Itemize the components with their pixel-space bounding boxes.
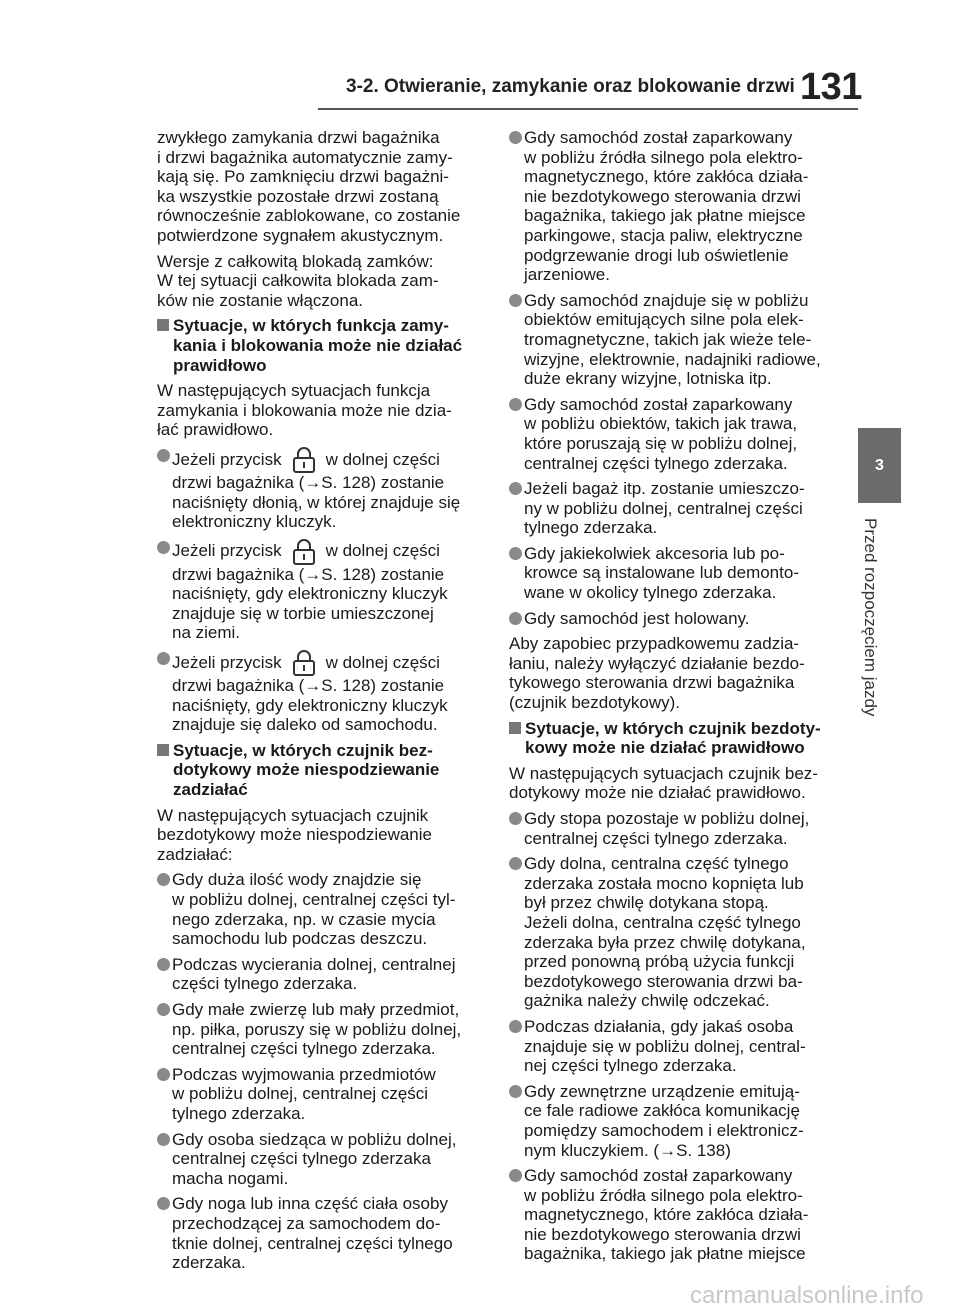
bullet-dot-icon: [157, 1197, 170, 1210]
list-item: Gdy samochód został zaparkowany w pobliżu źródła silnego pola elektro- magnetycznego, które zakłóca działa- nie bezdotykowego sterowania drzwi bagażnika, takiego jak płatne miejsce: [509, 1166, 844, 1264]
bullet-dot-icon: [509, 547, 522, 560]
list-item: Podczas działania, gdy jakaś osoba znajduje się w pobliżu dolnej, central- nej części tylnego zderzaka.: [509, 1017, 844, 1076]
square-bullet-icon: [509, 722, 521, 734]
bullet-dot-icon: [157, 541, 170, 554]
left-paragraph-1: zwykłego zamykania drzwi bagażnika i drzwi bagażnika automatycznie zamy- kają się. Po zamknięciu drzwi bagażni- ka wszystkie pozostałe drzwi zostaną równocześnie zablokowane, co zostanie potwierdzone sygnałem akustycznym.: [157, 128, 461, 245]
bullet-dot-icon: [157, 1003, 170, 1016]
section-title: 3-2. Otwieranie, zamykanie oraz blokowanie drzwi: [346, 76, 795, 97]
header-rule: [318, 108, 858, 110]
bullet-dot-icon: [157, 652, 170, 665]
list-item: Gdy zewnętrzne urządzenie emitują- ce fale radiowe zakłóca komunikację pomiędzy samochodem i elektronicz- nym kluczykiem. (→S. 138): [509, 1082, 844, 1160]
bullet-dot-icon: [509, 1020, 522, 1033]
list-item: Jeżeli przycisk w dolnej części drzwi bagażnika (→S. 128) zostanie naciśnięty dłonią, w której znajduje się elektroniczny kluczyk.: [157, 446, 492, 532]
list-item: Gdy jakiekolwiek akcesoria lub po- krowce są instalowane lub demonto- wane w okolicy tylnego zderzaka.: [509, 544, 844, 603]
bullet-dot-icon: [157, 449, 170, 462]
list-item: Jeżeli bagaż itp. zostanie umieszczo- ny w pobliżu dolnej, centralnej części tylnego zderzaka.: [509, 479, 844, 538]
left-paragraph-4: W następujących sytuacjach czujnik bezdotykowy może niespodziewanie zadziałać:: [157, 805, 432, 864]
lock-icon: [292, 538, 316, 565]
bullet-dot-icon: [157, 958, 170, 971]
bullet-dot-icon: [509, 294, 522, 307]
bullet-dot-icon: [509, 1169, 522, 1182]
lock-icon: [292, 649, 316, 676]
subheading-lock-issues: Sytuacje, w których funkcja zamy- kania i blokowania może nie działać prawidłowo: [157, 316, 492, 375]
bullet-dot-icon: [509, 857, 522, 870]
subheading-sensor-unexpected: Sytuacje, w których czujnik bez- dotykowy może niespodziewanie zadziałać: [157, 741, 492, 800]
left-paragraph-2: Wersje z całkowitą blokadą zamków: W tej sytuacji całkowita blokada zam- ków nie zostanie włączona.: [157, 251, 439, 310]
list-item: Gdy noga lub inna część ciała osoby przechodzącej za samochodem do- tknie dolnej, centralnej części tylnego zderzaka.: [157, 1194, 492, 1272]
bullet-dot-icon: [157, 873, 170, 886]
right-paragraph-2: W następujących sytuacjach czujnik bez- dotykowy może nie działać prawidłowo.: [509, 763, 818, 803]
bullet-dot-icon: [509, 131, 522, 144]
subheading-sensor-malfunction: Sytuacje, w których czujnik bezdoty- kowy może nie działać prawidłowo: [509, 719, 844, 758]
chapter-tab: [858, 428, 901, 503]
chapter-number: 3: [875, 456, 884, 474]
chapter-label: Przed rozpoczęciem jazdy: [861, 518, 880, 717]
bullet-dot-icon: [157, 1133, 170, 1146]
left-paragraph-3: W następujących sytuacjach funkcja zamykania i blokowania może nie dzia- łać prawidłowo.: [157, 381, 452, 440]
bullet-dot-icon: [509, 812, 522, 825]
right-paragraph-1: Aby zapobiec przypadkowemu zadzia- łaniu, należy wyłączyć działanie bezdo- tykowego sterowania drzwi bagażnika (czujnik bezdotykowy).: [509, 634, 805, 713]
list-item: Podczas wycierania dolnej, centralnej części tylnego zderzaka.: [157, 955, 492, 994]
list-item: Podczas wyjmowania przedmiotów w pobliżu dolnej, centralnej części tylnego zderzaka.: [157, 1065, 492, 1124]
bullet-dot-icon: [509, 612, 522, 625]
list-item: Gdy samochód został zaparkowany w pobliżu źródła silnego pola elektro- magnetycznego, które zakłóca działa- nie bezdotykowego sterowania drzwi bagażnika, takiego jak płatne miejsce parkingowe, stacja paliw, elektryczne podgrzewanie drogi lub oświetlenie jarzeniowe.: [509, 128, 844, 285]
left-column: [157, 128, 492, 1279]
lock-icon: [292, 446, 316, 473]
list-item: Gdy duża ilość wody znajdzie się w pobliżu dolnej, centralnej części tyl- nego zderzaka, np. w czasie mycia samochodu lub podczas deszczu.: [157, 870, 492, 948]
bullet-dot-icon: [509, 1085, 522, 1098]
bullet-dot-icon: [509, 482, 522, 495]
list-item: Gdy samochód znajduje się w pobliżu obiektów emitujących silne pola elek- tromagnetyczne, takich jak wieże tele- wizyjne, elektrownie, nadajniki radiowe, duże ekrany wizyjne, lotniska itp.: [509, 291, 844, 389]
list-item: Gdy małe zwierzę lub mały przedmiot, np. piłka, poruszy się w pobliżu dolnej, centralnej części tylnego zderzaka.: [157, 1000, 492, 1059]
bullet-dot-icon: [509, 398, 522, 411]
list-item: Gdy samochód jest holowany.: [509, 609, 844, 629]
list-item: Jeżeli przycisk w dolnej części drzwi bagażnika (→S. 128) zostanie naciśnięty, gdy elektroniczny kluczyk znajduje się daleko od samochodu.: [157, 649, 492, 735]
list-item: Gdy stopa pozostaje w pobliżu dolnej, centralnej części tylnego zderzaka.: [509, 809, 844, 848]
list-item: Jeżeli przycisk w dolnej części drzwi bagażnika (→S. 128) zostanie naciśnięty, gdy elektroniczny kluczyk znajduje się w torbie umieszczonej na ziemi.: [157, 538, 492, 643]
right-column: [509, 128, 844, 1270]
watermark-url: carmanualsonline.info: [690, 1282, 924, 1309]
square-bullet-icon: [157, 744, 169, 756]
bullet-dot-icon: [157, 1068, 170, 1081]
list-item: Gdy osoba siedząca w pobliżu dolnej, centralnej części tylnego zderzaka macha nogami.: [157, 1130, 492, 1189]
square-bullet-icon: [157, 319, 169, 331]
list-item: Gdy samochód został zaparkowany w pobliżu obiektów, takich jak trawa, które poruszają się w pobliżu dolnej, centralnej części tylnego zderzaka.: [509, 395, 844, 473]
page-number: 131: [800, 66, 862, 108]
list-item: Gdy dolna, centralna część tylnego zderzaka została mocno kopnięta lub był przez chwilę dotykana stopą. Jeżeli dolna, centralna część tylnego zderzaka była przez chwilę dotykana, przed ponowną próbą użycia funkcji bezdotykowego sterowania drzwi ba- gażnika należy chwilę odczekać.: [509, 854, 844, 1011]
